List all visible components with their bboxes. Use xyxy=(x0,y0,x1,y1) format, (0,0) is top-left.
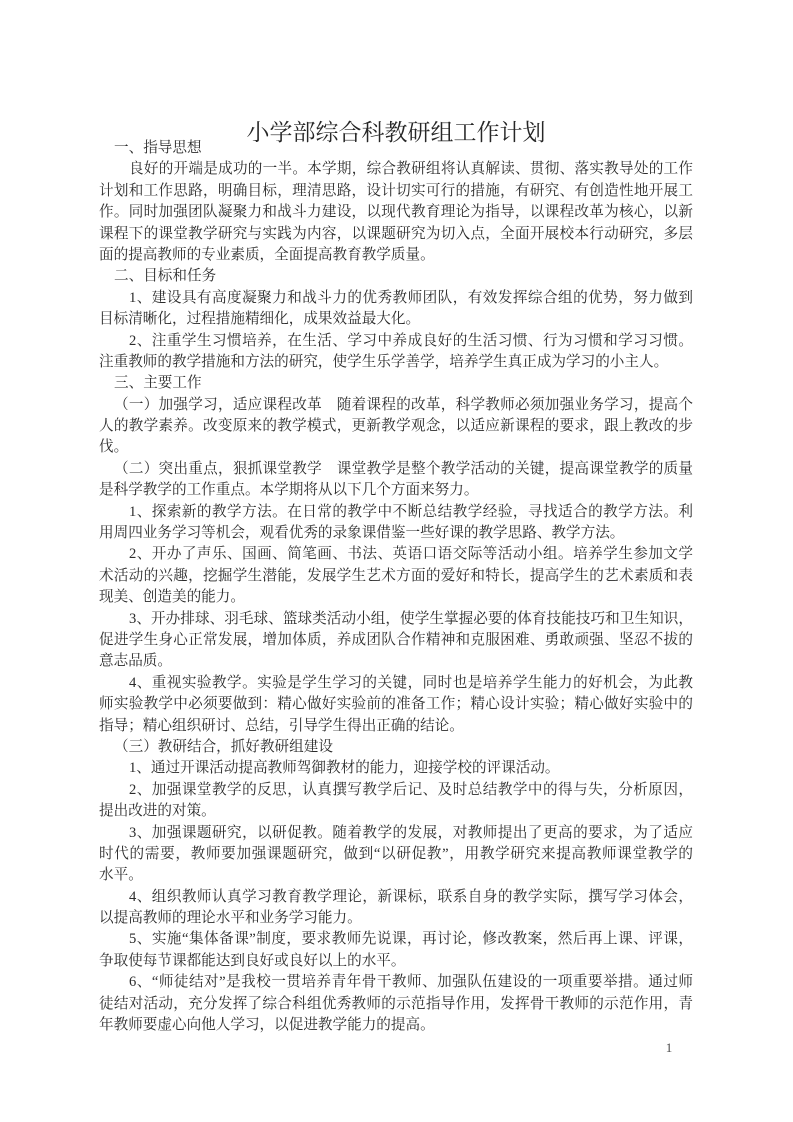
doc-line: 徒结对活动，充分发挥了综合科组优秀教师的示范指导作用，发挥骨干教师的示范作用，青 xyxy=(99,995,693,1012)
doc-line: 目标清晰化，过程措施精细化，成果效益最大化。 xyxy=(99,311,421,328)
doc-line: 促进学生身心正常发展，增加体质，养成团队合作精神和克服困难、勇敢顽强、坚忍不拔的 xyxy=(99,631,693,648)
doc-line: 意志品质。 xyxy=(99,653,172,670)
doc-line: 4、重视实验教学。实验是学生学习的关键，同时也是培养学生能力的好机会，为此教 xyxy=(129,674,693,691)
paragraph xyxy=(99,758,693,779)
paragraph xyxy=(99,673,693,737)
doc-line: 课程下的课堂教学研究与实践为内容，以课题研究为切入点，全面开展校本行动研究，多层 xyxy=(99,225,693,242)
paragraph xyxy=(99,288,693,331)
doc-line: 三、主要工作 xyxy=(114,375,202,392)
doc-line: 伐。 xyxy=(99,439,129,456)
paragraph xyxy=(99,737,693,758)
paragraph xyxy=(99,780,693,823)
paragraph xyxy=(99,544,693,608)
paragraph xyxy=(99,395,693,459)
doc-line: 作。同时加强团队凝聚力和战斗力建设，以现代教育理论为指导，以课程改革为核心，以新 xyxy=(99,204,693,221)
doc-line: 提出改进的对策。 xyxy=(99,803,216,820)
doc-line: 师实验教学中必须要做到：精心做好实验前的准备工作；精心设计实验；精心做好实验中的 xyxy=(99,696,693,713)
paragraph xyxy=(99,331,693,374)
doc-line: 计划和工作思路，明确目标，理清思路，设计切实可行的措施，有研究、有创造性地开展工 xyxy=(99,182,693,199)
section-heading xyxy=(99,138,693,159)
paragraph xyxy=(99,823,693,887)
paragraph xyxy=(99,929,693,972)
doc-line: 2、注重学生习惯培养，在生活、学习中养成良好的生活习惯、行为习惯和学习习惯。 xyxy=(129,332,693,349)
doc-line: 年教师要虚心向他人学习，以促进教学能力的提高。 xyxy=(99,1017,435,1034)
doc-line: 1、建设具有高度凝聚力和战斗力的优秀教师团队，有效发挥综合组的优势，努力做到 xyxy=(129,289,693,306)
doc-line: 3、加强课题研究，以研促教。随着教学的发展，对教师提出了更高的要求，为了适应 xyxy=(129,824,693,841)
doc-line: 指导；精心组织研讨、总结，引导学生得出正确的结论。 xyxy=(99,717,464,734)
paragraph xyxy=(99,159,693,266)
doc-line: 良好的开端是成功的一半。本学期，综合教研组将认真解读、贯彻、落实教导处的工作 xyxy=(129,161,693,178)
document-title: 小学部综合科教研组工作计划 xyxy=(246,120,546,146)
doc-line: 术活动的兴趣，挖掘学生潜能，发展学生艺术方面的爱好和特长，提高学生的艺术素质和表 xyxy=(99,567,693,584)
page-number: 1 xyxy=(665,1040,673,1055)
paragraph xyxy=(99,887,693,930)
doc-line: 二、目标和任务 xyxy=(114,268,217,285)
paragraph xyxy=(99,502,693,545)
doc-line: 注重教师的教学措施和方法的研究，使学生乐学善学，培养学生真正成为学习的小主人。 xyxy=(99,353,669,370)
doc-line: （二）突出重点，狠抓课堂教学 课堂教学是整个教学活动的关键，提高课堂教学的质量 xyxy=(114,460,693,477)
doc-line: 时代的需要，教师要加强课题研究，做到“以研促教”，用教学研究来提高教师课堂教学的 xyxy=(99,845,693,862)
doc-line: 现美、创造美的能力。 xyxy=(99,589,245,606)
doc-line: 5、实施“集体备课”制度，要求教师先说课，再讨论，修改教案，然后再上课、评课， xyxy=(129,931,693,948)
doc-line: 2、开办了声乐、国画、简笔画、书法、英语口语交际等活动小组。培养学生参加文学 xyxy=(129,546,693,563)
doc-line: 一、指导思想 xyxy=(114,140,202,156)
doc-line: 水平。 xyxy=(99,867,143,884)
doc-line: 面的提高教师的专业素质，全面提高教育教学质量。 xyxy=(99,246,435,263)
doc-line: 4、组织教师认真学习教育教学理论，新课标，联系自身的教学实际，撰写学习体会， xyxy=(129,888,693,905)
document-body xyxy=(99,138,693,1036)
doc-line: （一）加强学习，适应课程改革 随着课程的改革，科学教师必须加强业务学习，提高个 xyxy=(114,396,693,413)
doc-line: 2、加强课堂教学的反思，认真撰写教学后记、及时总结教学中的得与失，分析原因， xyxy=(129,781,693,798)
doc-line: 是科学教学的工作重点。本学期将从以下几个方面来努力。 xyxy=(99,482,479,499)
paragraph xyxy=(99,972,693,1036)
doc-line: 1、探索新的教学方法。在日常的教学中不断总结教学经验，寻找适合的教学方法。利 xyxy=(129,503,693,520)
doc-line: （三）教研结合，抓好教研组建设 xyxy=(114,738,333,755)
paragraph xyxy=(99,459,693,502)
paragraph xyxy=(99,609,693,673)
section-heading xyxy=(99,373,693,394)
section-heading xyxy=(99,266,693,287)
doc-line: 用周四业务学习等机会，观看优秀的录象课借鉴一些好课的教学思路、教学方法。 xyxy=(99,525,625,542)
doc-line: 6、“师徒结对”是我校一贯培养青年骨干教师、加强队伍建设的一项重要举措。通过师 xyxy=(129,974,693,991)
doc-line: 人的教学素养。改变原来的教学模式，更新教学观念，以适应新课程的要求，跟上教改的步 xyxy=(99,418,693,435)
doc-line: 以提高教师的理论水平和业务学习能力。 xyxy=(99,910,362,927)
doc-line: 1、通过开课活动提高教师驾御教材的能力，迎接学校的评课活动。 xyxy=(129,760,560,777)
doc-line: 争取使每节课都能达到良好或良好以上的水平。 xyxy=(99,952,406,969)
doc-line: 3、开办排球、羽毛球、篮球类活动小组，使学生掌握必要的体育技能技巧和卫生知识， xyxy=(129,610,693,627)
